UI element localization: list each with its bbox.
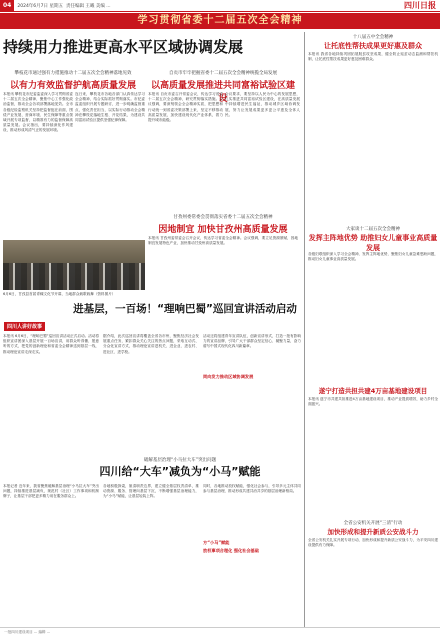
left-text-col-1: 本报讯 攀枝花市纪委监委深入学习贯彻省委十二届五次全会精神，聚焦中心工作强化政治监督，推动全会各项部署落地见效。全市各级纪检监察机关坚持把监督挺在前面，围绕产业发展、营商环境、民生保障等重点领域开展专项监督，以精准有力的监督保障高质量发展。会议指出，要持续深化作风建设，推动形成风清气正的发展环境。 <box>3 92 73 133</box>
right-item1-kicker: 十八届五中全会精神 <box>352 35 394 40</box>
bottom-text-col-3: 同时，各地推动放权赋能，强化社会参与，引导多元主体共同参与基层治理，推动形成共建共治共享的基层治理新格局。 <box>203 484 301 494</box>
bottom-subhead-2: 放权事项合理化 强化社会基础 <box>203 548 259 553</box>
page-footer: 一批四川建设项目 ... 编辑 ... <box>0 627 440 635</box>
middle-text-col-1: 本报讯 6月6日，“理响巴蜀”巡回宣讲活动正式启动。活动将组织宣讲团深入基层开展一百场宣讲，用群众听得懂、愿意听的方式，把党的创新理论和省委全会精神送到基层一线，推动理论宣讲走深走实。 <box>3 334 99 354</box>
lead-photo <box>3 240 145 290</box>
left-text-col-2: 连日来，攀枝花市各地各部门认真传达学习全会精神，结合实际抓好贯彻落实。市纪委监委组织开展专题研讨，进一步明确监督重点，强化责任担当，以实际行动推动全会精神在攀枝花落地生根、开花结果，为建设共同富裕试验区提供坚强纪律保障。 <box>75 92 145 123</box>
right-text-col-1: 本报讯 自贡市委召开常委会议，传达学习省委十二届五次全会精神，研究贯彻落实措施。会议强调，要深刻领会全会精神实质，把思想和行动统一到省委决策部署上来，坚定不移推动高质量发展，加快建设现代化产业体系，着力提升城市能级。 <box>148 92 223 123</box>
newspaper-logo: 四川日报 <box>404 0 436 10</box>
column-divider <box>304 32 305 627</box>
right-subheadline: 以高质量发展推进共同富裕试验区建设 <box>150 81 295 104</box>
mid-subheadline: 因地制宜 加快甘孜州高质量发展 <box>158 225 288 235</box>
right-kicker: 自贡市牢牢把握省委十二届五次全会精神统揽全局发展 <box>169 71 277 76</box>
right-item4-kicker: 全省公安机关开展“三清”行动 <box>343 521 403 526</box>
bottom-text-col-1: 本报记者 近年来，我省聚焦破解基层治理“小马拉大车”突出问题，持续推进基层减负，规范村（社区）工作事项和机制牌子，让基层干部把更多精力用在服务群众上。 <box>3 484 99 499</box>
middle-subhead-1: 同向发力推动区域协调发展 <box>203 374 254 379</box>
mid-kicker: 甘孜州委常委会贯彻落实省委十二届五次全会精神 <box>173 215 273 220</box>
right-item2-text: 各级妇联组织深入学习全会精神，发挥主阵地优势，聚焦妇女儿童急难愁盼问题，推动妇女儿童事业高质量发展。 <box>308 252 438 262</box>
bottom-text-col-2: 各地积极探索，厘清职责边界，建立健全基层权责清单，推动资源、服务、管理向基层下沉，不断增强基层治理能力，为“小马”赋能，让基层轻装上阵。 <box>103 484 199 499</box>
right-item4-text: 全省公安机关扎实开展专项行动，加快形成和提升新质公安战斗力，为平安四川建设提供有力保障。 <box>308 538 438 548</box>
middle-headline: 进基层，一百场！“理响巴蜀”巡回宣讲活动启动 <box>73 303 297 315</box>
section-tag: 四川人讲好故事 <box>4 322 45 331</box>
lead-headline: 持续用力推进更高水平区域协调发展 <box>3 38 244 56</box>
photo-caption: 6月6日，甘孜县首届青稞文化节开幕，当地群众载歌载舞（资料图片） <box>3 292 116 296</box>
right-item1-title: 让托底性帮扶成果更好惠及群众 <box>324 42 422 50</box>
middle-text-col-2: 据介绍，此次巡回宣讲将覆盖全省各市州，聚焦经济社会发展重点任务，紧扣群众关心关注的热点问题，采取互动式、分众化宣讲方式，推动理论宣讲进机关、进企业、进农村、进社区、进学校。 <box>103 334 199 354</box>
bottom-headline: 四川给“大车”减负为“小马”赋能 <box>99 465 261 478</box>
right-item3-title: 遂宁打造共担共建4万亩基地建设项目 <box>318 387 428 395</box>
section-banner: 学习贯彻省委十二届五次全会精神 <box>0 13 440 29</box>
left-subheadline: 以有力有效监督护航高质量发展 <box>9 81 136 91</box>
right-item4-title: 加快形成和提升新质公安战斗力 <box>327 528 419 536</box>
bottom-kicker: 破解基层治理“小马拉大车”突出问题 <box>143 458 217 463</box>
editor-credit: 责任编辑 王曦 美编 ... <box>65 3 111 9</box>
mid-text: 本报讯 甘孜州委常委会召开会议，传达学习省委全会精神。会议强调，要立足资源禀赋，因地制宜发展特色产业，加快推动甘孜州高质量发展。 <box>148 236 298 246</box>
right-item1-text: 本报讯 我省各地持续巩固拓展脱贫攻坚成果，健全防止返贫动态监测和帮扶机制，让托底性帮扶成果更好惠及困难群众。 <box>308 52 438 62</box>
issue-date: 2024年6月7日 星期五 <box>17 3 63 9</box>
masthead <box>0 0 440 12</box>
right-item3-text: 本报讯 遂宁市共建共担推进4万亩基地建设项目，推动产业提质增效，助力乡村全面振兴。 <box>308 397 438 407</box>
right-text-col-2: 会议要求，要坚持以人民为中心的发展思想，扎实推进共同富裕试验区建设，在高质量发展中持续增进民生福祉，推动城乡区域协调发展，努力让发展成果更多更公平惠及全体人民。 <box>225 92 300 117</box>
middle-text-col-3: 活动还将组建青年宣讲队伍，创新宣讲形式，打造一批有影响力的宣讲品牌，引导广大干部群众坚定信心、凝聚力量，奋力谱写中国式现代化四川新篇章。 <box>203 334 301 349</box>
bottom-subhead-1: 方“小马”赋能 <box>203 540 230 545</box>
right-item2-title: 发挥主阵地优势 助推妇女儿童事业高质量发展 <box>308 234 438 252</box>
left-kicker: 攀枝花市通过强有力措施推动十二届五次全会精神落地见效 <box>14 71 132 76</box>
page-number: 04 <box>0 0 14 11</box>
right-item2-kicker: 大家谈十二届五次全会精神 <box>346 227 400 232</box>
